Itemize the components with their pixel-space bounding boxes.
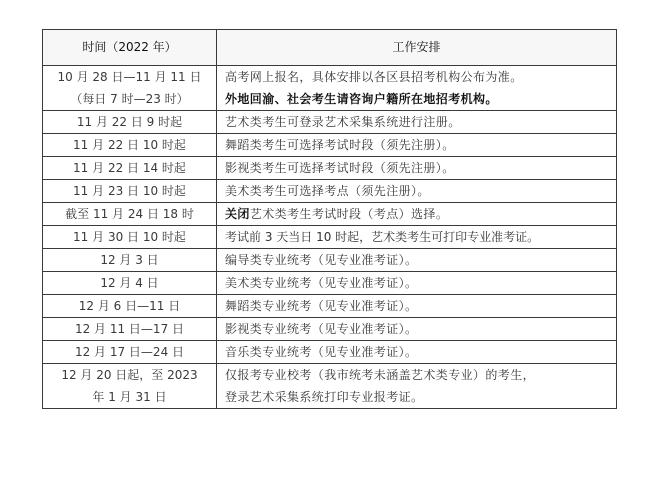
task-text: 艺术类考生考试时段（考点）选择。 <box>249 207 449 221</box>
time-cell: 11 月 22 日 10 时起 <box>43 134 217 157</box>
task-cell <box>217 66 617 111</box>
task-cell: 艺术类考生可登录艺术采集系统进行注册。 <box>217 111 617 134</box>
task-line: 仅报考专业校考（我市统考未涵盖艺术类专业）的考生， <box>225 368 536 382</box>
table-row <box>43 157 617 180</box>
time-cell <box>43 364 217 409</box>
table-row <box>43 111 617 134</box>
time-line: （每日 7 时—23 时） <box>70 92 189 106</box>
task-cell: 影视类专业统考（见专业准考证）。 <box>217 318 617 341</box>
time-cell: 11 月 23 日 10 时起 <box>43 180 217 203</box>
table-row <box>43 66 617 111</box>
task-line: 登录艺术采集系统打印专业报考证。 <box>225 390 424 404</box>
task-cell: 考试前 3 天当日 10 时起，艺术类考生可打印专业准考证。 <box>217 226 617 249</box>
schedule-table <box>42 29 617 409</box>
table-row <box>43 364 617 409</box>
task-cell: 影视类考生可选择考试时段（须先注册）。 <box>217 157 617 180</box>
task-cell <box>217 203 617 226</box>
task-line: 高考网上报名，具体安排以各区县招考机构公布为准。 <box>225 70 523 84</box>
time-line: 10 月 28 日—11 月 11 日 <box>57 70 202 84</box>
table-header-row <box>43 30 617 66</box>
time-cell: 11 月 22 日 9 时起 <box>43 111 217 134</box>
time-cell: 12 月 17 日—24 日 <box>43 341 217 364</box>
time-line: 12 月 20 日起，至 2023 <box>61 368 198 382</box>
time-cell: 12 月 6 日—11 日 <box>43 295 217 318</box>
header-task: 工作安排 <box>217 30 617 66</box>
task-cell: 美术类专业统考（见专业准考证）。 <box>217 272 617 295</box>
task-cell: 编导类专业统考（见专业准考证）。 <box>217 249 617 272</box>
table-row <box>43 272 617 295</box>
time-cell: 截至 11 月 24 日 18 时 <box>43 203 217 226</box>
task-bold-prefix: 关闭 <box>225 207 250 221</box>
time-cell: 12 月 3 日 <box>43 249 217 272</box>
table-row <box>43 318 617 341</box>
time-cell: 11 月 30 日 10 时起 <box>43 226 217 249</box>
time-cell: 12 月 4 日 <box>43 272 217 295</box>
time-cell: 12 月 11 日—17 日 <box>43 318 217 341</box>
table-row <box>43 203 617 226</box>
task-cell: 音乐类专业统考（见专业准考证）。 <box>217 341 617 364</box>
time-line: 年 1 月 31 日 <box>92 390 167 404</box>
task-cell: 舞蹈类专业统考（见专业准考证）。 <box>217 295 617 318</box>
time-cell <box>43 66 217 111</box>
task-cell <box>217 364 617 409</box>
table-row <box>43 295 617 318</box>
task-cell: 美术类考生可选择考点（须先注册）。 <box>217 180 617 203</box>
task-cell: 舞蹈类考生可选择考试时段（须先注册）。 <box>217 134 617 157</box>
table-row <box>43 249 617 272</box>
table-row <box>43 226 617 249</box>
header-time: 时间（2022 年） <box>43 30 217 66</box>
time-cell: 11 月 22 日 14 时起 <box>43 157 217 180</box>
task-line-emphasis: 外地回渝、社会考生请咨询户籍所在地招考机构。 <box>225 92 498 106</box>
table-row <box>43 341 617 364</box>
table-row <box>43 180 617 203</box>
table-row <box>43 134 617 157</box>
